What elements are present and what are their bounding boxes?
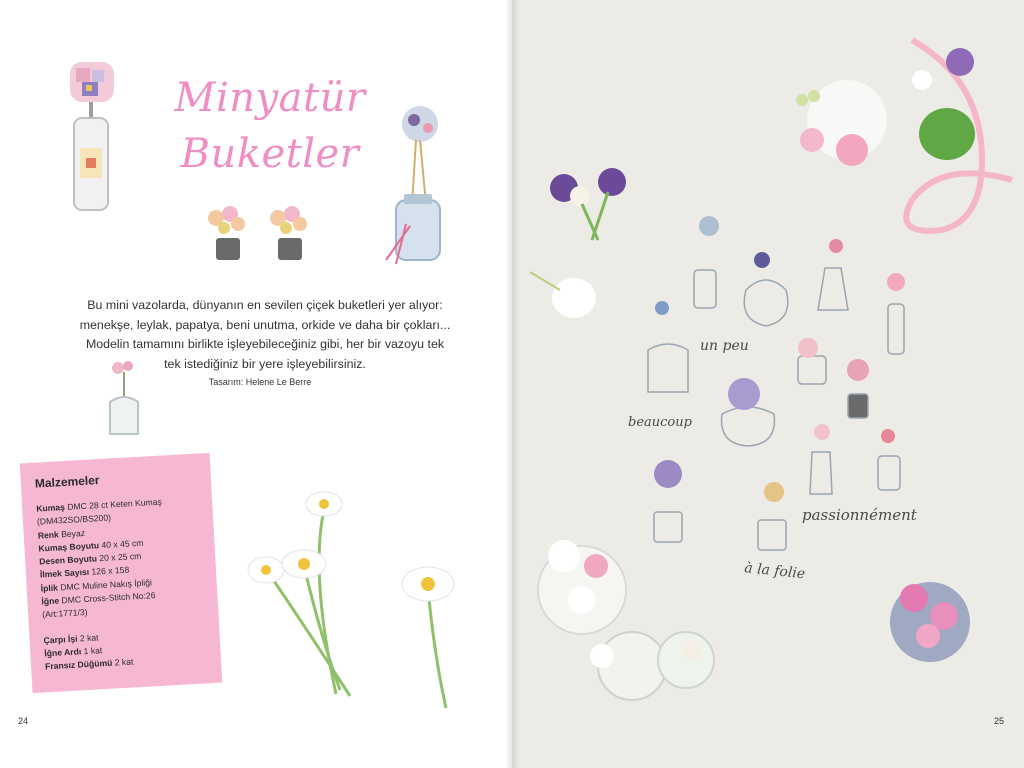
intro-line: tek istediğiniz bir yere işleyebilirsiniz. [164, 356, 366, 371]
material-row: İğne DMC Cross-Stitch No:26 [41, 590, 156, 607]
material-row: İlmek Sayısı 126 x 158 [39, 565, 130, 581]
material-row: Desen Boyutu 20 x 25 cm [38, 551, 142, 567]
material-row: Kumaş Boyutu 40 x 45 cm [38, 537, 144, 554]
daisies-photo [240, 484, 470, 714]
material-row: Renk Beyaz [37, 527, 86, 541]
page-number-right: 25 [994, 716, 1005, 726]
page-title [160, 70, 380, 182]
intro-line: Bu mini vazolarda, dünyanın en sevilen çiçek buketleri yer alıyor: [87, 298, 443, 312]
materials-title: Malzemeler [34, 473, 100, 491]
title-line-2: Buketler [180, 131, 360, 177]
right-page [512, 0, 1024, 768]
word-un-peu: un peu [700, 338, 749, 354]
word-beaucoup: beaucoup [628, 415, 692, 430]
word-passionnement: passionnément [802, 506, 917, 524]
daisy-pot-motif-1 [206, 206, 248, 262]
material-row: (DM432SO/BS200) [36, 512, 112, 527]
intro-line: menekşe, leylak, papatya, beni unutma, orkide ve daha bir çokları... [79, 317, 451, 332]
orchid-vase-motif [104, 358, 144, 438]
material-row: Kumaş DMC 28 ct Keten Kumaş [35, 496, 162, 514]
page-number-left: 24 [18, 716, 29, 726]
materials-card [20, 453, 223, 693]
pansy-bottle-motif [62, 58, 122, 218]
material-row: İplik DMC Muline Nakış İpliği [40, 577, 153, 594]
intro-line: Modelin tamamını birlikte işleyebileceğiniz gibi, her bir vazoyu tek [85, 337, 445, 351]
word-a-la-folie: à la folie [743, 560, 806, 583]
embroidered-linen-photo [512, 0, 1024, 740]
stitch-row: İğne Ardı 1 kat [44, 645, 103, 659]
jar-bouquet-motif [376, 104, 460, 268]
stitch-row: Çarpı İşi 2 kat [43, 632, 99, 646]
material-row: (Art:1771/3) [41, 607, 88, 620]
design-credit: Tasarım: Helene Le Berre [208, 377, 312, 387]
title-line-1: Minyatür [174, 75, 366, 121]
daisy-pot-motif-2 [268, 206, 310, 262]
book-spine-shadow [505, 0, 519, 768]
stitch-row: Fransız Düğümü 2 kat [44, 656, 134, 672]
